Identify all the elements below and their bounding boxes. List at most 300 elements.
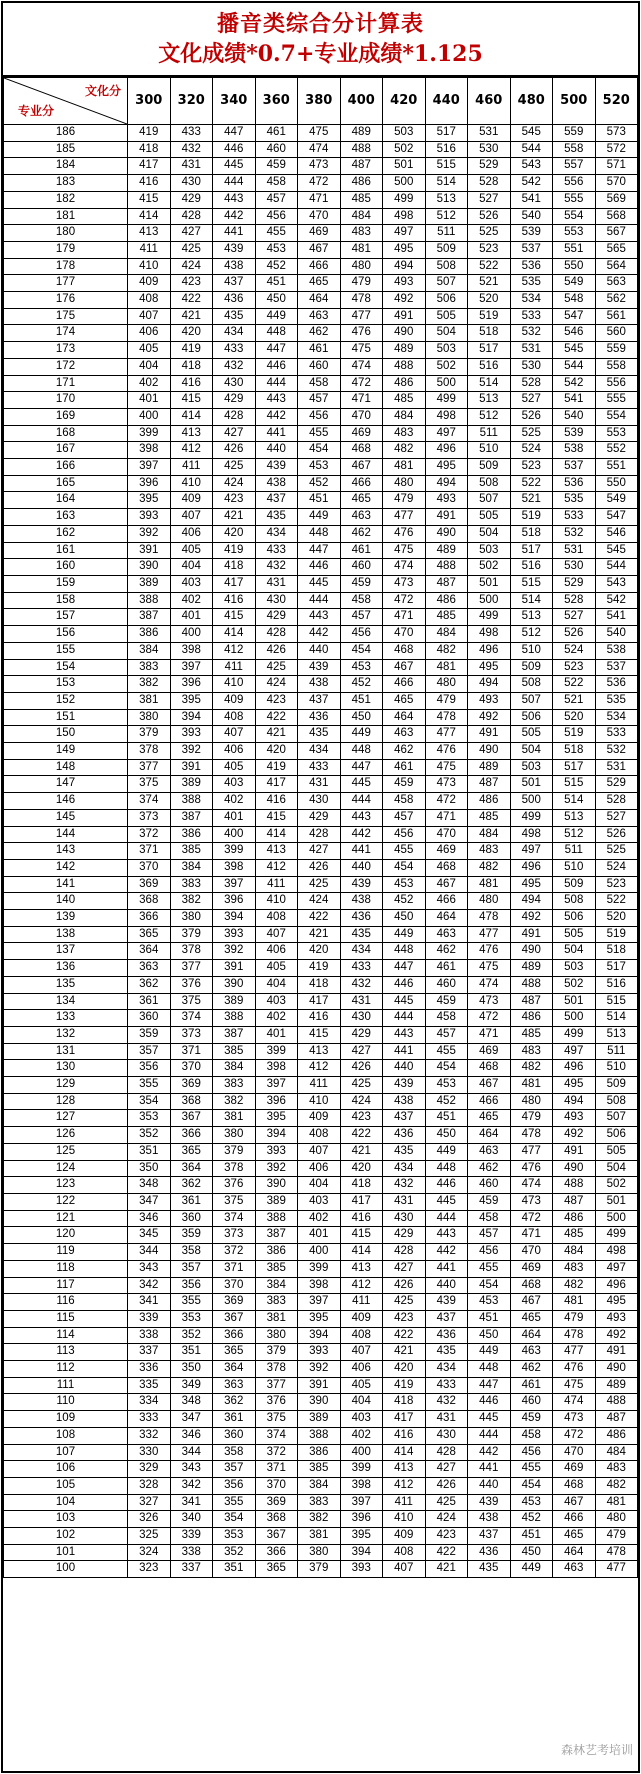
composite-score-cell: 351 bbox=[128, 1143, 171, 1160]
composite-score-cell: 424 bbox=[340, 1093, 383, 1110]
composite-score-cell: 403 bbox=[298, 1194, 341, 1211]
composite-score-cell: 518 bbox=[595, 943, 638, 960]
formula-subtitle: 文化成绩*0.7+专业成绩*1.125 bbox=[158, 41, 483, 67]
composite-score-cell: 497 bbox=[553, 1043, 596, 1060]
major-score-cell: 177 bbox=[4, 275, 128, 292]
composite-score-cell: 427 bbox=[213, 425, 256, 442]
composite-score-cell: 442 bbox=[468, 1444, 511, 1461]
composite-score-cell: 399 bbox=[340, 1461, 383, 1478]
composite-score-cell: 473 bbox=[383, 575, 426, 592]
composite-score-cell: 398 bbox=[298, 1277, 341, 1294]
major-score-cell: 170 bbox=[4, 392, 128, 409]
composite-score-cell: 428 bbox=[298, 826, 341, 843]
composite-score-cell: 531 bbox=[595, 759, 638, 776]
composite-score-cell: 482 bbox=[510, 1060, 553, 1077]
composite-score-cell: 490 bbox=[425, 525, 468, 542]
composite-score-cell: 410 bbox=[213, 676, 256, 693]
title-block bbox=[3, 3, 638, 77]
major-score-cell: 113 bbox=[4, 1344, 128, 1361]
composite-score-cell: 448 bbox=[383, 943, 426, 960]
composite-score-cell: 468 bbox=[425, 859, 468, 876]
composite-score-cell: 381 bbox=[213, 1110, 256, 1127]
composite-score-cell: 422 bbox=[340, 1127, 383, 1144]
composite-score-cell: 423 bbox=[425, 1528, 468, 1545]
composite-score-cell: 484 bbox=[425, 626, 468, 643]
composite-score-cell: 505 bbox=[510, 726, 553, 743]
table-row bbox=[4, 258, 638, 275]
composite-score-cell: 517 bbox=[553, 759, 596, 776]
composite-score-cell: 488 bbox=[340, 141, 383, 158]
composite-score-cell: 441 bbox=[383, 1043, 426, 1060]
major-score-cell: 172 bbox=[4, 358, 128, 375]
composite-score-cell: 445 bbox=[213, 158, 256, 175]
composite-score-cell: 541 bbox=[595, 609, 638, 626]
table-row bbox=[4, 342, 638, 359]
composite-score-cell: 484 bbox=[553, 1244, 596, 1261]
composite-score-cell: 411 bbox=[383, 1494, 426, 1511]
composite-score-cell: 368 bbox=[170, 1093, 213, 1110]
composite-score-cell: 543 bbox=[510, 158, 553, 175]
composite-score-cell: 555 bbox=[595, 392, 638, 409]
composite-score-cell: 444 bbox=[383, 1010, 426, 1027]
composite-score-cell: 395 bbox=[298, 1310, 341, 1327]
composite-score-cell: 499 bbox=[595, 1227, 638, 1244]
composite-score-cell: 448 bbox=[298, 525, 341, 542]
composite-score-cell: 542 bbox=[510, 175, 553, 192]
composite-score-cell: 368 bbox=[255, 1511, 298, 1528]
composite-score-cell: 502 bbox=[425, 358, 468, 375]
table-body bbox=[4, 125, 638, 1578]
composite-score-cell: 386 bbox=[170, 826, 213, 843]
composite-score-cell: 479 bbox=[553, 1310, 596, 1327]
composite-score-cell: 475 bbox=[425, 759, 468, 776]
composite-score-cell: 507 bbox=[595, 1110, 638, 1127]
composite-score-cell: 452 bbox=[425, 1093, 468, 1110]
composite-score-cell: 467 bbox=[340, 459, 383, 476]
culture-score-header: 440 bbox=[425, 78, 468, 125]
composite-score-cell: 544 bbox=[553, 358, 596, 375]
composite-score-cell: 389 bbox=[298, 1411, 341, 1428]
composite-score-cell: 393 bbox=[340, 1561, 383, 1578]
composite-score-cell: 526 bbox=[510, 408, 553, 425]
composite-score-cell: 474 bbox=[468, 976, 511, 993]
composite-score-cell: 369 bbox=[170, 1077, 213, 1094]
composite-score-cell: 547 bbox=[553, 308, 596, 325]
composite-score-cell: 346 bbox=[128, 1210, 171, 1227]
major-score-cell: 139 bbox=[4, 910, 128, 927]
major-score-cell: 165 bbox=[4, 475, 128, 492]
composite-score-cell: 408 bbox=[340, 1327, 383, 1344]
composite-score-cell: 385 bbox=[170, 843, 213, 860]
composite-score-cell: 553 bbox=[553, 225, 596, 242]
composite-score-cell: 388 bbox=[298, 1427, 341, 1444]
composite-score-cell: 523 bbox=[595, 876, 638, 893]
composite-score-cell: 538 bbox=[595, 642, 638, 659]
composite-score-cell: 363 bbox=[213, 1377, 256, 1394]
composite-score-cell: 392 bbox=[170, 743, 213, 760]
composite-score-cell: 500 bbox=[510, 793, 553, 810]
composite-score-cell: 429 bbox=[170, 191, 213, 208]
table-row bbox=[4, 1511, 638, 1528]
composite-score-cell: 481 bbox=[468, 876, 511, 893]
table-row bbox=[4, 1477, 638, 1494]
composite-score-cell: 443 bbox=[255, 392, 298, 409]
composite-score-cell: 528 bbox=[595, 793, 638, 810]
composite-score-cell: 393 bbox=[298, 1344, 341, 1361]
composite-score-cell: 407 bbox=[340, 1344, 383, 1361]
composite-score-cell: 404 bbox=[298, 1177, 341, 1194]
composite-score-cell: 465 bbox=[553, 1528, 596, 1545]
composite-score-cell: 514 bbox=[425, 175, 468, 192]
composite-score-cell: 489 bbox=[510, 960, 553, 977]
composite-score-cell: 466 bbox=[468, 1093, 511, 1110]
composite-score-cell: 454 bbox=[383, 859, 426, 876]
composite-score-cell: 422 bbox=[383, 1327, 426, 1344]
composite-score-cell: 458 bbox=[298, 375, 341, 392]
composite-score-cell: 434 bbox=[255, 525, 298, 542]
composite-score-cell: 389 bbox=[128, 575, 171, 592]
composite-score-cell: 412 bbox=[213, 642, 256, 659]
composite-score-cell: 474 bbox=[510, 1177, 553, 1194]
composite-score-cell: 501 bbox=[553, 993, 596, 1010]
composite-score-cell: 483 bbox=[510, 1043, 553, 1060]
composite-score-cell: 430 bbox=[340, 1010, 383, 1027]
composite-score-cell: 389 bbox=[213, 993, 256, 1010]
composite-score-cell: 475 bbox=[383, 542, 426, 559]
composite-score-cell: 429 bbox=[383, 1227, 426, 1244]
composite-score-cell: 489 bbox=[425, 542, 468, 559]
table-row bbox=[4, 960, 638, 977]
composite-score-cell: 480 bbox=[595, 1511, 638, 1528]
composite-score-cell: 492 bbox=[553, 1127, 596, 1144]
composite-score-cell: 534 bbox=[595, 709, 638, 726]
composite-score-cell: 408 bbox=[128, 292, 171, 309]
composite-score-cell: 388 bbox=[213, 1010, 256, 1027]
composite-score-cell: 471 bbox=[298, 191, 341, 208]
composite-score-cell: 411 bbox=[213, 659, 256, 676]
composite-score-cell: 487 bbox=[595, 1411, 638, 1428]
composite-score-cell: 440 bbox=[340, 859, 383, 876]
composite-score-cell: 472 bbox=[340, 375, 383, 392]
composite-score-cell: 443 bbox=[425, 1227, 468, 1244]
composite-score-cell: 406 bbox=[128, 325, 171, 342]
composite-score-cell: 542 bbox=[595, 592, 638, 609]
composite-score-cell: 501 bbox=[383, 158, 426, 175]
composite-score-cell: 405 bbox=[255, 960, 298, 977]
table-title: 播音类综合分计算表 bbox=[216, 11, 424, 37]
composite-score-cell: 525 bbox=[468, 225, 511, 242]
composite-score-cell: 512 bbox=[468, 408, 511, 425]
composite-score-cell: 396 bbox=[170, 676, 213, 693]
composite-score-cell: 401 bbox=[255, 1026, 298, 1043]
composite-score-cell: 380 bbox=[170, 910, 213, 927]
table-row bbox=[4, 1143, 638, 1160]
composite-score-cell: 406 bbox=[170, 525, 213, 542]
composite-score-cell: 505 bbox=[468, 509, 511, 526]
composite-score-cell: 530 bbox=[553, 559, 596, 576]
composite-score-cell: 483 bbox=[340, 225, 383, 242]
table-row bbox=[4, 1026, 638, 1043]
composite-score-cell: 368 bbox=[128, 893, 171, 910]
major-score-cell: 146 bbox=[4, 793, 128, 810]
composite-score-cell: 448 bbox=[255, 325, 298, 342]
composite-score-cell: 419 bbox=[170, 342, 213, 359]
composite-score-cell: 479 bbox=[595, 1528, 638, 1545]
composite-score-cell: 437 bbox=[425, 1310, 468, 1327]
composite-score-cell: 519 bbox=[468, 308, 511, 325]
major-score-cell: 184 bbox=[4, 158, 128, 175]
composite-score-cell: 415 bbox=[128, 191, 171, 208]
composite-score-cell: 471 bbox=[340, 392, 383, 409]
composite-score-cell: 463 bbox=[553, 1561, 596, 1578]
composite-score-cell: 430 bbox=[170, 175, 213, 192]
composite-score-cell: 428 bbox=[170, 208, 213, 225]
composite-score-cell: 329 bbox=[128, 1461, 171, 1478]
composite-score-cell: 393 bbox=[170, 726, 213, 743]
composite-score-cell: 404 bbox=[128, 358, 171, 375]
composite-score-cell: 449 bbox=[340, 726, 383, 743]
composite-score-cell: 450 bbox=[255, 292, 298, 309]
major-score-cell: 135 bbox=[4, 976, 128, 993]
composite-score-cell: 392 bbox=[213, 943, 256, 960]
composite-score-cell: 409 bbox=[213, 692, 256, 709]
composite-score-cell: 522 bbox=[595, 893, 638, 910]
composite-score-cell: 446 bbox=[255, 358, 298, 375]
score-table bbox=[3, 77, 638, 1578]
composite-score-cell: 465 bbox=[340, 492, 383, 509]
composite-score-cell: 406 bbox=[340, 1361, 383, 1378]
major-score-cell: 179 bbox=[4, 241, 128, 258]
major-score-cell: 164 bbox=[4, 492, 128, 509]
composite-score-cell: 440 bbox=[383, 1060, 426, 1077]
composite-score-cell: 409 bbox=[170, 492, 213, 509]
major-score-cell: 118 bbox=[4, 1260, 128, 1277]
composite-score-cell: 521 bbox=[510, 492, 553, 509]
composite-score-cell: 365 bbox=[213, 1344, 256, 1361]
composite-score-cell: 425 bbox=[383, 1294, 426, 1311]
composite-score-cell: 338 bbox=[170, 1544, 213, 1561]
table-row bbox=[4, 859, 638, 876]
composite-score-cell: 440 bbox=[255, 442, 298, 459]
composite-score-cell: 409 bbox=[383, 1528, 426, 1545]
composite-score-cell: 371 bbox=[170, 1043, 213, 1060]
table-row bbox=[4, 308, 638, 325]
table-row bbox=[4, 525, 638, 542]
composite-score-cell: 498 bbox=[468, 626, 511, 643]
composite-score-cell: 493 bbox=[425, 492, 468, 509]
composite-score-cell: 475 bbox=[468, 960, 511, 977]
composite-score-cell: 333 bbox=[128, 1411, 171, 1428]
composite-score-cell: 450 bbox=[510, 1544, 553, 1561]
composite-score-cell: 396 bbox=[213, 893, 256, 910]
composite-score-cell: 477 bbox=[595, 1561, 638, 1578]
composite-score-cell: 383 bbox=[170, 876, 213, 893]
composite-score-cell: 415 bbox=[170, 392, 213, 409]
composite-score-cell: 504 bbox=[595, 1160, 638, 1177]
composite-score-cell: 420 bbox=[340, 1160, 383, 1177]
composite-score-cell: 500 bbox=[425, 375, 468, 392]
composite-score-cell: 361 bbox=[128, 993, 171, 1010]
table-row bbox=[4, 843, 638, 860]
composite-score-cell: 407 bbox=[255, 926, 298, 943]
composite-score-cell: 427 bbox=[383, 1260, 426, 1277]
major-score-cell: 129 bbox=[4, 1077, 128, 1094]
composite-score-cell: 473 bbox=[298, 158, 341, 175]
major-score-cell: 115 bbox=[4, 1310, 128, 1327]
composite-score-cell: 439 bbox=[383, 1077, 426, 1094]
composite-score-cell: 432 bbox=[213, 358, 256, 375]
composite-score-cell: 400 bbox=[298, 1244, 341, 1261]
composite-score-cell: 481 bbox=[340, 241, 383, 258]
composite-score-cell: 485 bbox=[510, 1026, 553, 1043]
composite-score-cell: 469 bbox=[340, 425, 383, 442]
composite-score-cell: 544 bbox=[510, 141, 553, 158]
major-score-cell: 127 bbox=[4, 1110, 128, 1127]
composite-score-cell: 440 bbox=[298, 642, 341, 659]
table-row bbox=[4, 1544, 638, 1561]
composite-score-cell: 495 bbox=[383, 241, 426, 258]
major-score-cell: 143 bbox=[4, 843, 128, 860]
composite-score-cell: 381 bbox=[128, 692, 171, 709]
composite-score-cell: 468 bbox=[340, 442, 383, 459]
composite-score-cell: 467 bbox=[468, 1077, 511, 1094]
composite-score-cell: 536 bbox=[595, 676, 638, 693]
composite-score-cell: 503 bbox=[425, 342, 468, 359]
composite-score-cell: 408 bbox=[383, 1544, 426, 1561]
composite-score-cell: 469 bbox=[510, 1260, 553, 1277]
composite-score-cell: 496 bbox=[595, 1277, 638, 1294]
composite-score-cell: 504 bbox=[468, 525, 511, 542]
table-row bbox=[4, 609, 638, 626]
composite-score-cell: 409 bbox=[128, 275, 171, 292]
composite-score-cell: 344 bbox=[128, 1244, 171, 1261]
composite-score-cell: 483 bbox=[553, 1260, 596, 1277]
composite-score-cell: 374 bbox=[255, 1427, 298, 1444]
composite-score-cell: 469 bbox=[468, 1043, 511, 1060]
composite-score-cell: 512 bbox=[425, 208, 468, 225]
composite-score-cell: 445 bbox=[468, 1411, 511, 1428]
composite-score-cell: 367 bbox=[255, 1528, 298, 1545]
composite-score-cell: 430 bbox=[255, 592, 298, 609]
composite-score-cell: 353 bbox=[213, 1528, 256, 1545]
composite-score-cell: 413 bbox=[298, 1043, 341, 1060]
composite-score-cell: 439 bbox=[425, 1294, 468, 1311]
composite-score-cell: 392 bbox=[128, 525, 171, 542]
composite-score-cell: 438 bbox=[255, 475, 298, 492]
major-score-cell: 116 bbox=[4, 1294, 128, 1311]
table-row bbox=[4, 275, 638, 292]
composite-score-cell: 365 bbox=[170, 1143, 213, 1160]
composite-score-cell: 428 bbox=[425, 1444, 468, 1461]
composite-score-cell: 480 bbox=[425, 676, 468, 693]
composite-score-cell: 542 bbox=[553, 375, 596, 392]
composite-score-cell: 529 bbox=[468, 158, 511, 175]
composite-score-cell: 369 bbox=[213, 1294, 256, 1311]
composite-score-cell: 432 bbox=[255, 559, 298, 576]
composite-score-cell: 456 bbox=[340, 626, 383, 643]
composite-score-cell: 511 bbox=[468, 425, 511, 442]
composite-score-cell: 502 bbox=[468, 559, 511, 576]
composite-score-cell: 498 bbox=[595, 1244, 638, 1261]
composite-score-cell: 448 bbox=[468, 1361, 511, 1378]
composite-score-cell: 413 bbox=[383, 1461, 426, 1478]
composite-score-cell: 360 bbox=[213, 1427, 256, 1444]
composite-score-cell: 406 bbox=[255, 943, 298, 960]
composite-score-cell: 545 bbox=[510, 125, 553, 142]
composite-score-cell: 355 bbox=[170, 1294, 213, 1311]
composite-score-cell: 419 bbox=[298, 960, 341, 977]
table-row bbox=[4, 676, 638, 693]
composite-score-cell: 535 bbox=[510, 275, 553, 292]
composite-score-cell: 326 bbox=[128, 1511, 171, 1528]
composite-score-cell: 370 bbox=[213, 1277, 256, 1294]
composite-score-cell: 392 bbox=[298, 1361, 341, 1378]
composite-score-cell: 565 bbox=[595, 241, 638, 258]
composite-score-cell: 498 bbox=[425, 408, 468, 425]
composite-score-cell: 397 bbox=[170, 659, 213, 676]
composite-score-cell: 375 bbox=[255, 1411, 298, 1428]
composite-score-cell: 419 bbox=[383, 1377, 426, 1394]
composite-score-cell: 510 bbox=[468, 442, 511, 459]
composite-score-cell: 515 bbox=[595, 993, 638, 1010]
composite-score-cell: 541 bbox=[510, 191, 553, 208]
composite-score-cell: 421 bbox=[425, 1561, 468, 1578]
composite-score-cell: 481 bbox=[425, 659, 468, 676]
table-row bbox=[4, 1043, 638, 1060]
composite-score-cell: 499 bbox=[510, 809, 553, 826]
composite-score-cell: 357 bbox=[128, 1043, 171, 1060]
composite-score-cell: 533 bbox=[510, 308, 553, 325]
composite-score-cell: 383 bbox=[213, 1077, 256, 1094]
composite-score-cell: 364 bbox=[213, 1361, 256, 1378]
composite-score-cell: 378 bbox=[128, 743, 171, 760]
composite-score-cell: 463 bbox=[340, 509, 383, 526]
composite-score-cell: 401 bbox=[170, 609, 213, 626]
table-row bbox=[4, 408, 638, 425]
composite-score-cell: 471 bbox=[425, 809, 468, 826]
composite-score-cell: 343 bbox=[170, 1461, 213, 1478]
table-row bbox=[4, 1528, 638, 1545]
composite-score-cell: 402 bbox=[128, 375, 171, 392]
composite-score-cell: 551 bbox=[595, 459, 638, 476]
major-score-cell: 131 bbox=[4, 1043, 128, 1060]
composite-score-cell: 472 bbox=[468, 1010, 511, 1027]
composite-score-cell: 357 bbox=[170, 1260, 213, 1277]
composite-score-cell: 504 bbox=[510, 743, 553, 760]
table-row bbox=[4, 1194, 638, 1211]
composite-score-cell: 398 bbox=[170, 642, 213, 659]
composite-score-cell: 508 bbox=[425, 258, 468, 275]
composite-score-cell: 516 bbox=[595, 976, 638, 993]
composite-score-cell: 441 bbox=[468, 1461, 511, 1478]
composite-score-cell: 455 bbox=[510, 1461, 553, 1478]
composite-score-cell: 411 bbox=[255, 876, 298, 893]
composite-score-cell: 340 bbox=[170, 1511, 213, 1528]
composite-score-cell: 464 bbox=[383, 709, 426, 726]
table-row bbox=[4, 1077, 638, 1094]
composite-score-cell: 471 bbox=[468, 1026, 511, 1043]
composite-score-cell: 473 bbox=[553, 1411, 596, 1428]
composite-score-cell: 527 bbox=[468, 191, 511, 208]
composite-score-cell: 435 bbox=[340, 926, 383, 943]
composite-score-cell: 473 bbox=[425, 776, 468, 793]
composite-score-cell: 499 bbox=[425, 392, 468, 409]
composite-score-cell: 381 bbox=[255, 1310, 298, 1327]
composite-score-cell: 441 bbox=[340, 843, 383, 860]
table-row bbox=[4, 459, 638, 476]
composite-score-cell: 420 bbox=[255, 743, 298, 760]
composite-score-cell: 360 bbox=[170, 1210, 213, 1227]
